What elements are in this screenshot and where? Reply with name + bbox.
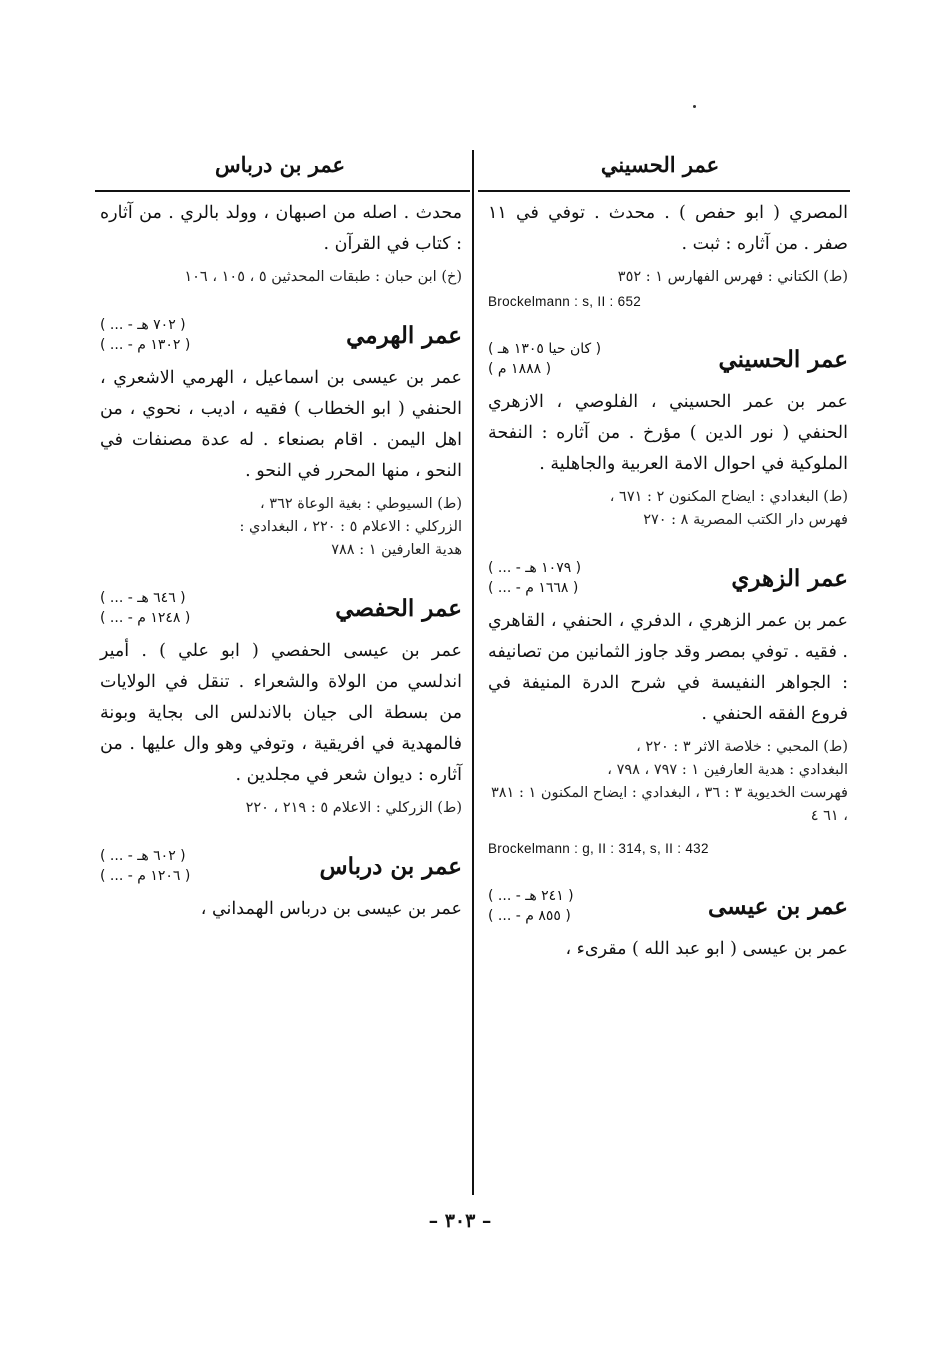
entry-text: محدث . اصله من اصبهان ، وولد بالري . من آثاره : كتاب في القرآن . <box>100 203 462 254</box>
entry-reference: الزركلي : الاعلام ٥ : ٢٢٠ ، البغدادي : <box>239 519 462 535</box>
entry-name: عمر بن عيسى <box>708 892 848 920</box>
gregorian-date: ( ... - ١٢٤٨ م ) <box>100 610 191 626</box>
entry-dates <box>100 846 190 886</box>
entry-reference: فهرس دار الكتب المصرية ٨ : ٢٧٠ <box>643 512 848 528</box>
entry-text: عمر بن عيسى بن اسماعيل ، الهرمي الاشعري ، الحنفي ( ابو الخطاب ) فقيه ، اديب ، نحوي ، من اهل اليمن . اقام بصنعاء . له عدة مصنفات في النحو ، منها المحرر في النحو . <box>100 368 462 481</box>
entry-heading <box>488 339 848 379</box>
entry-reference: (ط) البغدادي : ايضاح المكنون ٢ : ٦٧١ ، <box>609 489 848 505</box>
entry-umar-al-hafsi <box>100 588 462 820</box>
right-header-rule <box>478 190 850 192</box>
hijri-date: ( ... - ٦٤٦ هـ ) <box>100 590 186 606</box>
entry-heading <box>100 588 462 628</box>
entry-heading <box>488 558 848 598</box>
entry-reference: (ط) الكتاني : فهرس الفهارس ١ : ٣٥٢ <box>617 269 848 285</box>
entry-name: عمر الهرمي <box>346 321 462 349</box>
hijri-date: ( ... - ٦٠٢ هـ ) <box>100 848 186 864</box>
right-column-header: عمر الحسيني <box>600 152 720 177</box>
entry-reference: (ط) الزركلي : الاعلام ٥ : ٢١٩ ، ٢٢٠ <box>245 800 462 816</box>
entry-reference: (خ) ابن حبان : طبقات المحدثين ٥ ، ١٠٥ ، ١٠٦ <box>184 269 462 285</box>
stray-mark <box>693 105 696 108</box>
entry-heading <box>100 846 462 886</box>
left-header-rule <box>95 190 470 192</box>
entry-text: عمر بن عيسى بن درباس الهمداني ، <box>200 899 462 919</box>
entry-dates <box>100 588 190 628</box>
entry-text: عمر بن عيسى ( ابو عبد الله ) مقرىء ، <box>565 939 848 959</box>
continued-entry <box>488 198 848 313</box>
entry-reference: هدية العارفين ١ : ٧٨٨ <box>331 542 462 558</box>
entry-reference: (ط) المحبي : خلاصة الاثر ٣ : ٢٢٠ ، <box>636 739 848 755</box>
entry-name: عمر الحسيني <box>718 345 848 373</box>
page-number: – ٣٠٣ – <box>428 1210 492 1232</box>
left-column-header: عمر بن درباس <box>214 152 346 177</box>
gregorian-date: ( ... - ١٣٠٢ م ) <box>100 337 191 353</box>
entry-dates <box>488 558 581 598</box>
gregorian-date: ( ١٨٨٨ م ) <box>488 361 552 377</box>
gregorian-date: ( ... - ١٢٠٦ م ) <box>100 868 191 884</box>
entry-umar-al-husayni <box>488 339 848 532</box>
entry-name: عمر بن درباس <box>319 852 462 880</box>
entry-reference: (ط) السيوطي : بغية الوعاة ٣٦٢ ، <box>260 496 462 512</box>
entry-reference: البغدادي : هدية العارفين ١ : ٧٩٧ ، ٧٩٨ ، <box>607 762 848 778</box>
entry-dates <box>488 886 574 926</box>
entry-latin-reference: Brockelmann : g, II : 314, s, II : 432 <box>488 841 709 856</box>
entry-name: عمر الزهري <box>731 564 848 592</box>
entry-umar-al-zuhri <box>488 558 848 860</box>
entry-umar-ibn-darbas <box>100 846 462 925</box>
entry-dates <box>488 339 601 379</box>
entry-dates <box>100 315 190 355</box>
entry-text: عمر بن عمر الزهري ، الدفري ، الحنفي ، القاهري . فقيه . توفي بمصر وقد جاوز الثمانين من تصانيفه : الجواهر النفيسة في شرح الدرة المنيفة في فروع الفقه الحنفي . <box>488 611 848 724</box>
gregorian-date: ( ... - ٨٥٥ م ) <box>488 908 571 924</box>
column-divider <box>472 150 474 1195</box>
right-column <box>488 198 848 965</box>
entry-text: عمر بن عمر الحسيني ، الفلوصي ، الازهري الحنفي ( نور الدين ) مؤرخ . من آثاره : النفحة الملوكية في احوال الامة العربية والجاهلية . <box>488 392 848 474</box>
hijri-date: ( ... - ١٠٧٩ هـ ) <box>488 560 582 576</box>
hijri-date: ( كان حيا ١٣٠٥ هـ ) <box>488 341 602 357</box>
gregorian-date: ( ... - ١٦٦٨ م ) <box>488 580 579 596</box>
left-column <box>100 198 462 925</box>
entry-heading <box>100 315 462 355</box>
entry-name: عمر الحفصي <box>335 594 462 622</box>
entry-text: عمر بن عيسى الحفصي ( ابو علي ) . أمير اندلسي من الولاة والشعراء . تنقل في الولايات من بسطة الى جيان بالاندلس الى بجاية وبونة فالمهدية في افريقية ، وتوفي وهو وال عليها . من آثاره : ديوان شعر في مجلدين . <box>100 641 462 785</box>
hijri-date: ( ... - ٧٠٢ هـ ) <box>100 317 186 333</box>
entry-reference: فهرست الخديوية ٣ : ٣٦ ، البغدادي : ايضاح المكنون ١ : ٣٨١ ، ٦١ ٤ <box>490 785 848 824</box>
entry-heading <box>488 886 848 926</box>
entry-text: المصري ( ابو حفص ) . محدث . توفي في ١١ صفر . من آثاره : ثبت . <box>488 203 848 254</box>
entry-latin-reference: Brockelmann : s, II : 652 <box>488 294 642 309</box>
entry-umar-al-harami <box>100 315 462 562</box>
entry-umar-ibn-isa <box>488 886 848 965</box>
hijri-date: ( ... - ٢٤١ هـ ) <box>488 888 574 904</box>
continued-entry <box>100 198 462 289</box>
